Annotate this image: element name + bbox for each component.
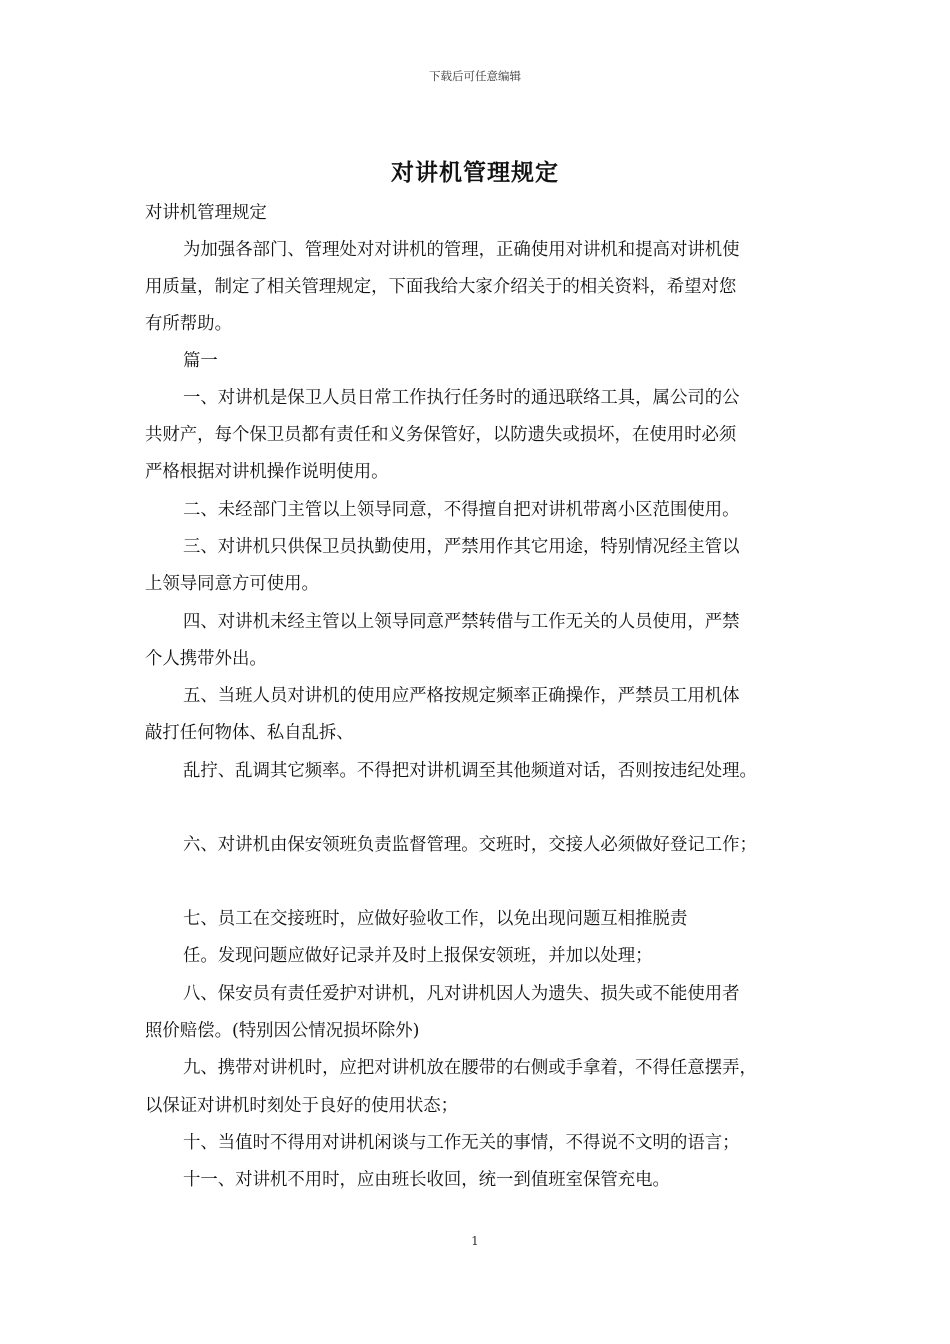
- paragraph-line: 有所帮助。: [145, 314, 232, 334]
- paragraph-line: 乱拧、乱调其它频率。不得把对讲机调至其他频道对话，否则按违纪处理。: [183, 761, 757, 781]
- paragraph-line: 四、对讲机未经主管以上领导同意严禁转借与工作无关的人员使用，严禁: [183, 612, 740, 632]
- section-heading: 篇一: [183, 351, 218, 371]
- paragraph-line: 八、保安员有责任爱护对讲机，凡对讲机因人为遗失、损失或不能使用者: [183, 984, 740, 1004]
- paragraph-line: 五、当班人员对讲机的使用应严格按规定频率正确操作，严禁员工用机体: [183, 686, 740, 706]
- paragraph-line: 为加强各部门、管理处对对讲机的管理，正确使用对讲机和提高对讲机使: [183, 240, 740, 260]
- paragraph-line: 二、未经部门主管以上领导同意，不得擅自把对讲机带离小区范围使用。: [183, 500, 740, 520]
- paragraph-line: 敲打任何物体、私自乱拆、: [145, 723, 354, 743]
- paragraph-line: 一、对讲机是保卫人员日常工作执行任务时的通迅联络工具，属公司的公: [183, 388, 740, 408]
- paragraph-line: 共财产，每个保卫员都有责任和义务保管好，以防遗失或损坏，在使用时必须: [145, 425, 737, 445]
- paragraph-line: 严格根据对讲机操作说明使用。: [145, 462, 389, 482]
- paragraph-line: 以保证对讲机时刻处于良好的使用状态；: [145, 1096, 459, 1116]
- paragraph-line: 任。发现问题应做好记录并及时上报保安领班，并加以处理；: [183, 946, 653, 966]
- paragraph-line: 上领导同意方可使用。: [145, 574, 319, 594]
- paragraph-line: 用质量，制定了相关管理规定，下面我给大家介绍关于的相关资料，希望对您: [145, 277, 737, 297]
- paragraph-line: 个人携带外出。: [145, 649, 267, 669]
- paragraph-line: 七、员工在交接班时，应做好验收工作，以免出现问题互相推脱责: [183, 909, 688, 929]
- paragraph-line: 三、对讲机只供保卫员执勤使用，严禁用作其它用途，特别情况经主管以: [183, 537, 740, 557]
- paragraph-line: 九、携带对讲机时，应把对讲机放在腰带的右侧或手拿着，不得任意摆弄，: [183, 1058, 757, 1078]
- subtitle-line: 对讲机管理规定: [145, 203, 267, 223]
- paragraph-line: 十一、对讲机不用时，应由班长收回，统一到值班室保管充电。: [183, 1170, 670, 1190]
- paragraph-line: 十、当值时不得用对讲机闲谈与工作无关的事情，不得说不文明的语言；: [183, 1133, 740, 1153]
- page-number: 1: [471, 1234, 479, 1248]
- document-title: 对讲机管理规定: [391, 159, 559, 186]
- paragraph-line: 六、对讲机由保安领班负责监督管理。交班时，交接人必须做好登记工作；: [183, 835, 757, 855]
- paragraph-line: 照价赔偿。(特别因公情况损坏除外): [145, 1021, 420, 1041]
- page-header: 下载后可任意编辑: [429, 69, 521, 83]
